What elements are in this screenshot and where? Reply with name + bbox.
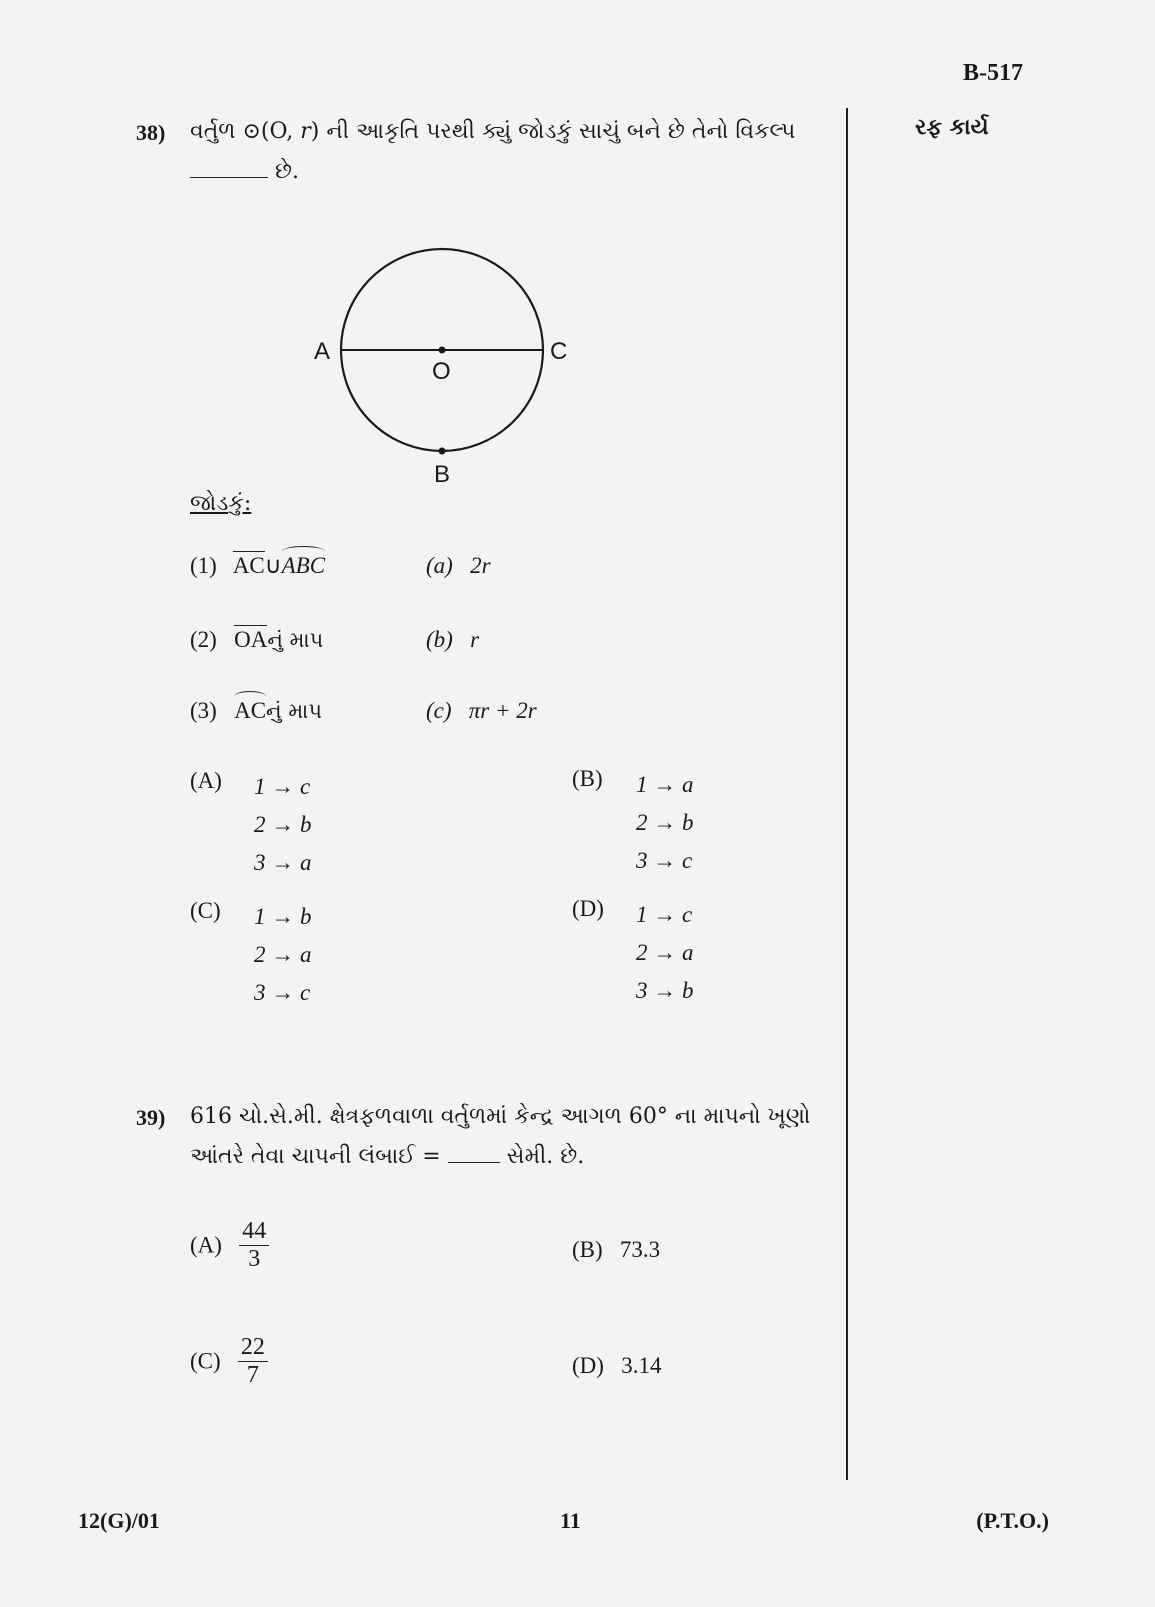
q39-option-b[interactable]: (B) 73.3 <box>572 1237 661 1262</box>
circle-figure <box>300 236 600 496</box>
q38-option-c[interactable]: (C) 1 → b 2 → a 3 → c <box>190 898 312 1005</box>
q39-line1: 616 ચો.સે.મી. ક્ષેત્રફળવાળા વર્તુળમાં કેન્દ્ર આગળ 60° ના માપનો ખૂણો <box>190 1104 811 1129</box>
answer-blank <box>448 1142 500 1163</box>
q39-option-c[interactable]: (C) $\frac{22}{7}$ <box>190 1334 268 1389</box>
label-b: B <box>434 461 451 488</box>
answer-blank <box>190 157 268 178</box>
point-b <box>439 448 446 455</box>
q38-option-a[interactable]: (A) 1 → c 2 → b 3 → a <box>190 768 312 875</box>
circle-dot-symbol: ⊙ <box>242 119 261 144</box>
q39-text <box>190 1097 840 1177</box>
rough-work-label: રફ કાર્ય <box>915 114 989 140</box>
match-left-3: (3) ACનું માપ <box>190 698 322 723</box>
match-right-b: (b) r <box>426 627 480 652</box>
fraction: $\frac{22}{7}$ <box>238 1334 268 1389</box>
q38-number: 38) <box>136 120 166 145</box>
paper-code: B-517 <box>963 60 1023 86</box>
page-number: 11 <box>560 1508 581 1533</box>
q38-line2: છે. <box>190 152 830 192</box>
q38-line1: વર્તુળ ⊙(O, r) ની આકૃતિ પરથી ક્યું જોડકું સાચું બને છે તેનો વિકલ્પ <box>190 119 796 144</box>
match-right-c: (c) πr + 2r <box>426 698 537 723</box>
match-right-a: (a) 2r <box>426 553 491 578</box>
column-divider <box>846 108 848 1480</box>
q39-option-d[interactable]: (D) 3.14 <box>572 1353 662 1378</box>
label-c: C <box>550 338 568 365</box>
q39-option-a[interactable]: (A) $\frac{44}{3}$ <box>190 1218 269 1273</box>
match-left-2: (2) OAનું માપ <box>190 627 324 652</box>
q39-number: 39) <box>136 1105 166 1130</box>
label-o: O <box>432 358 451 385</box>
match-left-1: (1) AC∪ABC <box>190 553 326 578</box>
q38-text <box>190 112 830 192</box>
q39-line2: આંતરે તેવા ચાપની લંબાઈ = સેમી. છે. <box>190 1144 585 1169</box>
label-a: A <box>314 338 331 365</box>
q38-option-b[interactable]: (B) 1 → a 2 → b 3 → c <box>572 766 694 873</box>
match-heading: જોડકું: <box>190 491 252 516</box>
q38-option-d[interactable]: (D) 1 → c 2 → a 3 → b <box>572 896 694 1003</box>
center-point <box>439 347 446 354</box>
footer-code: 12(G)/01 <box>78 1508 160 1533</box>
pto-label: (P.T.O.) <box>976 1508 1049 1533</box>
fraction: $\frac{44}{3}$ <box>239 1218 269 1273</box>
